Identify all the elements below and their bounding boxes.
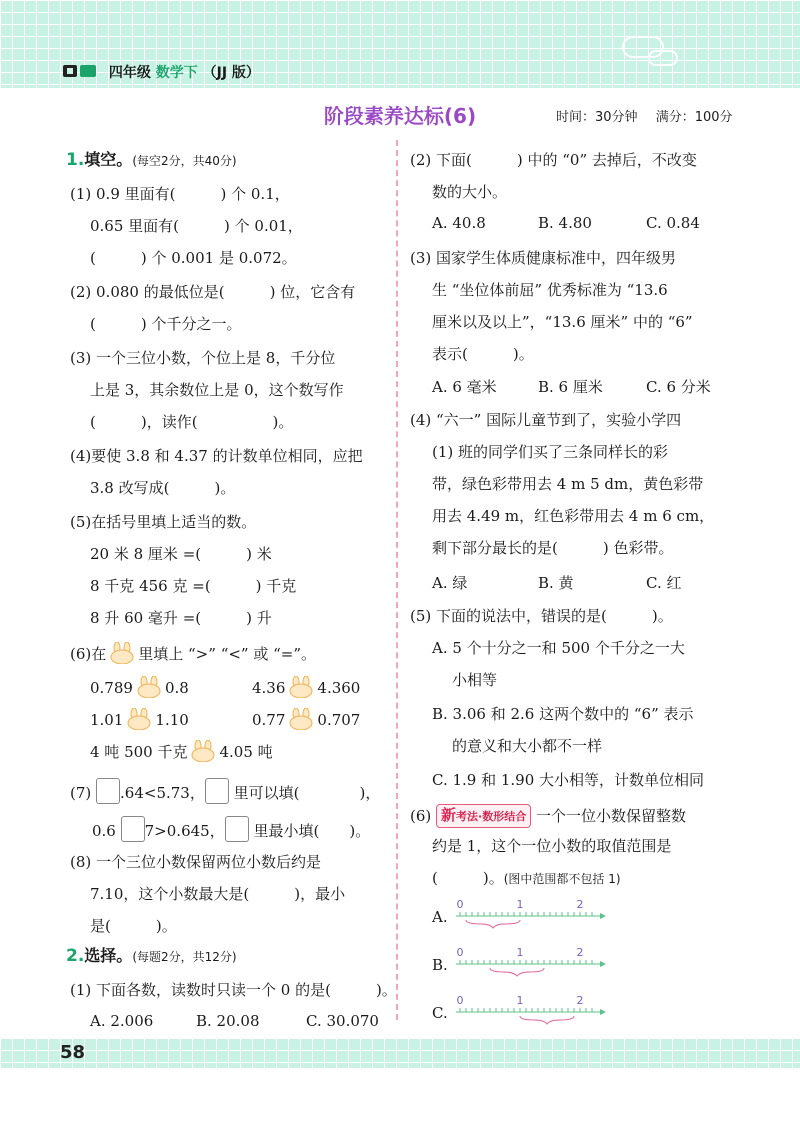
tick-label: 0 xyxy=(456,898,464,911)
range-brace xyxy=(520,1016,574,1024)
bunny-box-icon[interactable] xyxy=(288,708,314,730)
question-line: (1) 下面各数，读数时只读一个 0 的是( )。 xyxy=(70,981,397,999)
question-line: ( )，读作( )。 xyxy=(90,413,294,431)
question-line: 7.10，这个小数最大是( )，最小 xyxy=(90,885,346,903)
cloud-decoration-icon xyxy=(648,50,678,66)
question-7-line-2 xyxy=(92,816,370,842)
q7-text: 里最小填( )。 xyxy=(253,822,371,840)
option-b[interactable]: B. 4.80 xyxy=(538,214,592,232)
option-c[interactable]: C. 红 xyxy=(646,574,682,592)
option-a[interactable]: A. 2.006 xyxy=(90,1012,154,1030)
compare-right: 4.360 xyxy=(317,679,361,697)
option-c[interactable]: C. 30.070 xyxy=(306,1012,379,1030)
question-line: (4)要使 3.8 和 4.37 的计数单位相同，应把 xyxy=(70,447,363,465)
question-line: 上是 3，其余数位上是 0，这个数写作 xyxy=(90,381,344,399)
q6r-note: (图中范围都不包括 1) xyxy=(503,872,621,886)
digit-box[interactable] xyxy=(96,778,120,804)
section-number: 2. xyxy=(66,946,85,966)
numberline-label-a[interactable]: A. xyxy=(432,908,448,926)
subject-label: 数学下 xyxy=(155,65,198,81)
option-b[interactable]: B. 3.06 和 2.6 这两个数中的 “6” 表示 xyxy=(432,705,694,723)
option-b[interactable]: B. 黄 xyxy=(538,574,574,592)
compare-item xyxy=(252,676,360,698)
question-line: (5)在括号里填上适当的数。 xyxy=(70,513,257,531)
bunny-box-icon[interactable] xyxy=(190,740,216,762)
section-title: 选择。 xyxy=(84,946,133,965)
bunny-box-icon xyxy=(109,642,135,664)
q6r-text: 一个一位小数保留整数 xyxy=(536,807,687,825)
question-line: (8) 一个三位小数保留两位小数后约是 xyxy=(70,853,322,871)
tick-label: 2 xyxy=(576,946,584,959)
section-note: (每题2分，共12分) xyxy=(132,950,237,964)
option-a[interactable]: A. 5 个十分之一和 500 个千分之一大 xyxy=(432,639,685,657)
range-brace xyxy=(466,920,520,928)
section-title: 填空。 xyxy=(84,150,133,169)
numberline-b[interactable] xyxy=(452,944,612,984)
bunny-box-icon[interactable] xyxy=(136,676,162,698)
question-line: 8 升 60 毫升 =( ) 升 xyxy=(90,609,272,627)
compare-item xyxy=(90,676,189,698)
numberline-label-b[interactable]: B. xyxy=(432,956,448,974)
question-line: 8 千克 456 克 =( ) 千克 xyxy=(90,577,297,595)
question-line: 用去 4.49 m，红色彩带用去 4 m 6 cm， xyxy=(432,507,715,525)
section-1-heading xyxy=(66,150,237,171)
numberline-c[interactable] xyxy=(452,992,612,1032)
question-line: 3.8 改写成( )。 xyxy=(90,479,236,497)
tick-label: 2 xyxy=(576,994,584,1007)
compare-left: 4.36 xyxy=(252,679,286,697)
q7-text: 0.6 xyxy=(92,822,116,840)
question-line: 约是 1，这个一位小数的取值范围是 xyxy=(432,837,672,855)
section-note: (每空2分，共40分) xyxy=(132,154,237,168)
compare-right: 0.8 xyxy=(164,679,189,697)
option-c[interactable]: C. 0.84 xyxy=(646,214,700,232)
compare-right: 0.707 xyxy=(317,711,361,729)
q6-intro-b: 里填上 “>” “<” 或 “=”。 xyxy=(138,645,317,663)
question-line: 20 米 8 厘米 =( ) 米 xyxy=(90,545,272,563)
compare-left: 4 吨 500 千克 xyxy=(90,743,188,761)
option-a[interactable]: A. 绿 xyxy=(432,574,468,592)
option-b[interactable]: B. 6 厘米 xyxy=(538,378,603,396)
option-c[interactable]: C. 6 分米 xyxy=(646,378,711,396)
q7-label: (7) xyxy=(70,784,92,802)
question-line: 是( )。 xyxy=(90,917,177,935)
q6-intro-a: (6)在 xyxy=(70,645,107,663)
question-line: 生 “坐位体前屈” 优秀标准为 “13.6 xyxy=(432,281,668,299)
q6r-blank: ( )。 xyxy=(432,869,504,887)
new-exam-badge xyxy=(436,804,531,828)
range-brace xyxy=(490,968,544,976)
question-line: (1) 班的同学们买了三条同样长的彩 xyxy=(432,443,669,461)
tick-label: 1 xyxy=(516,994,524,1007)
question-line: (1) 0.9 里面有( ) 个 0.1， xyxy=(70,185,290,203)
question-line: (2) 0.080 的最低位是( ) 位，它含有 xyxy=(70,283,356,301)
question-line: 厘米以及以上”，“13.6 厘米” 中的 “6” xyxy=(432,313,693,331)
grade-label: 四年级 xyxy=(108,65,151,81)
question-line: 带，绿色彩带用去 4 m 5 dm，黄色彩带 xyxy=(432,475,704,493)
question-line: 剩下部分最长的是( ) 色彩带。 xyxy=(432,539,674,557)
digit-box[interactable] xyxy=(205,778,229,804)
page-title-text: 阶段素养达标(6) xyxy=(323,104,477,128)
question-6-intro xyxy=(70,642,316,664)
compare-item xyxy=(90,708,189,730)
exam-meta xyxy=(556,106,747,125)
full-score: 满分：100分 xyxy=(655,110,733,125)
question-line: 表示( )。 xyxy=(432,345,534,363)
bunny-box-icon[interactable] xyxy=(288,676,314,698)
option-c[interactable]: C. 1.9 和 1.90 大小相等，计数单位相同 xyxy=(432,771,705,789)
question-line: (5) 下面的说法中，错误的是( )。 xyxy=(410,607,673,625)
q6r-label: (6) xyxy=(410,807,432,825)
compare-left: 1.01 xyxy=(90,711,124,729)
page-number: 58 xyxy=(60,1042,86,1063)
badge-text: 考法·数形结合 xyxy=(456,810,527,823)
question-line: ( ) 个千分之一。 xyxy=(90,315,242,333)
q7-text: 里可以填( )， xyxy=(233,784,381,802)
column-divider xyxy=(396,140,398,1020)
tick-label: 0 xyxy=(456,994,464,1007)
question-7-line-1 xyxy=(70,778,380,804)
compare-right: 1.10 xyxy=(155,711,189,729)
footer-band xyxy=(0,1038,800,1068)
tick-label: 1 xyxy=(516,898,524,911)
option-a-cont: 小相等 xyxy=(452,671,498,689)
bunny-box-icon[interactable] xyxy=(126,708,152,730)
question-line: (3) 一个三位小数，个位上是 8，千分位 xyxy=(70,349,336,367)
tick-label: 2 xyxy=(576,898,584,911)
option-a[interactable]: A. 40.8 xyxy=(432,214,486,232)
edition-label: （JJ 版） xyxy=(202,65,260,81)
numberline-a[interactable] xyxy=(452,896,612,936)
question-line: 0.65 里面有( ) 个 0.01， xyxy=(90,217,303,235)
tick-label: 0 xyxy=(456,946,464,959)
option-b-cont: 的意义和大小都不一样 xyxy=(452,737,603,755)
question-line: (2) 下面( ) 中的 “0” 去掉后，不改变 xyxy=(410,151,697,169)
compare-item xyxy=(90,740,273,762)
compare-left: 0.789 xyxy=(90,679,133,697)
question-line: 数的大小。 xyxy=(432,183,508,201)
compare-item xyxy=(252,708,360,730)
book-header xyxy=(62,62,260,82)
badge-new: 新 xyxy=(441,806,457,824)
option-a[interactable]: A. 6 毫米 xyxy=(432,378,497,396)
section-2-heading xyxy=(66,946,237,967)
question-6r-line-3 xyxy=(432,868,621,889)
compare-right: 4.05 吨 xyxy=(219,743,273,761)
numberline-label-c[interactable]: C. xyxy=(432,1004,448,1022)
question-line: ( ) 个 0.001 是 0.072。 xyxy=(90,249,297,267)
time-limit: 时间：30分钟 xyxy=(556,110,638,125)
digit-box[interactable] xyxy=(225,816,249,842)
q7-text: 7>0.645， xyxy=(144,822,225,840)
question-line: (3) 国家学生体质健康标准中，四年级男 xyxy=(410,249,677,267)
question-6r-line-1 xyxy=(410,804,686,828)
section-number: 1. xyxy=(66,150,85,170)
compare-left: 0.77 xyxy=(252,711,286,729)
tick-label: 1 xyxy=(516,946,524,959)
q7-text: .64<5.73， xyxy=(120,784,205,802)
option-b[interactable]: B. 20.08 xyxy=(196,1012,260,1030)
brand-logo-icon xyxy=(62,62,98,80)
digit-box[interactable] xyxy=(121,816,145,842)
question-line: (4) “六一” 国际儿童节到了，实验小学四 xyxy=(410,411,682,429)
